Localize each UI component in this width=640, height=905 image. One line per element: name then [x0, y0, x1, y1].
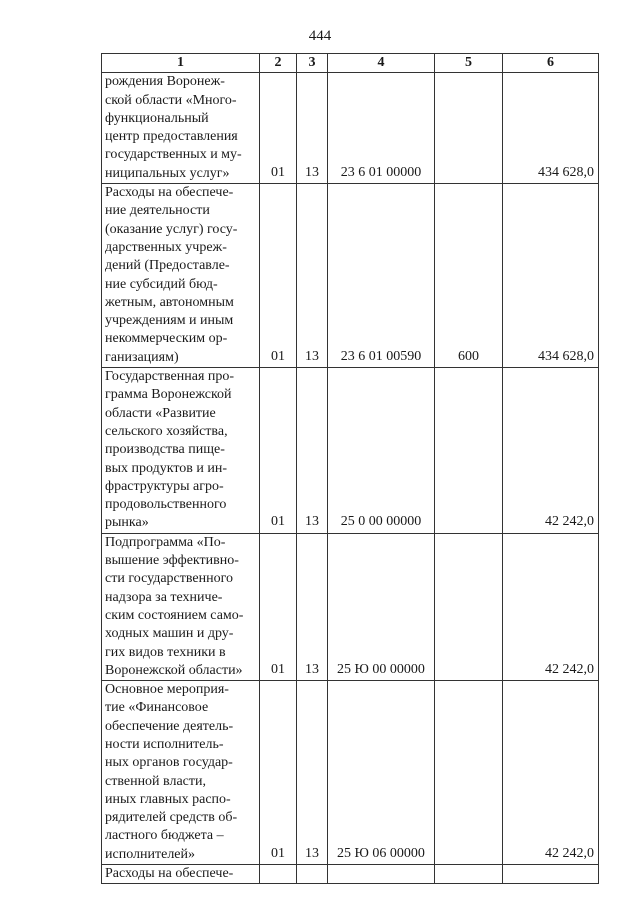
header-row	[102, 54, 599, 73]
description-line: ской области «Много-	[105, 92, 237, 108]
description-line: рождения Воронеж-	[105, 74, 225, 90]
description-line: гих видов техники в	[105, 644, 226, 660]
budget-table	[101, 53, 599, 884]
target-article-code: 25 Ю 00 00000	[328, 533, 435, 680]
section-code	[260, 865, 297, 884]
amount: 42 242,0	[503, 533, 599, 680]
table-row	[102, 865, 599, 884]
description-line: продовольственного	[105, 497, 227, 513]
description-line: сельского хозяйства,	[105, 423, 228, 439]
row-description	[102, 184, 260, 368]
section-code: 01	[260, 73, 297, 184]
description-line: Государственная про-	[105, 369, 235, 385]
column-header-1: 1	[102, 54, 260, 73]
description-line: области «Развитие	[105, 405, 216, 421]
target-article-code: 25 0 00 00000	[328, 368, 435, 534]
row-description	[102, 681, 260, 865]
description-line: производства пище-	[105, 442, 225, 458]
amount: 434 628,0	[503, 73, 599, 184]
description-line: учреждениям и иным	[105, 313, 234, 329]
subsection-code: 13	[297, 368, 328, 534]
description-line: Подпрограмма «По-	[105, 534, 226, 550]
subsection-code: 13	[297, 681, 328, 865]
section-code: 01	[260, 368, 297, 534]
expense-type-code	[435, 865, 503, 884]
description-line: ности исполнитель-	[105, 736, 224, 752]
description-line: обеспечение деятель-	[105, 718, 234, 734]
description-line: надзора за техниче-	[105, 589, 223, 605]
description-line: рынка»	[105, 515, 149, 531]
column-header-5: 5	[435, 54, 503, 73]
description-line: сти государственного	[105, 571, 234, 587]
row-description	[102, 73, 260, 184]
description-line: вых продуктов и ин-	[105, 460, 228, 476]
column-header-2: 2	[260, 54, 297, 73]
description-line: ластного бюджета –	[105, 828, 224, 844]
description-line: иных главных распо-	[105, 791, 231, 807]
description-line: Воронежской области»	[105, 662, 243, 678]
description-line: дений (Предоставле-	[105, 258, 230, 274]
description-line: государственных и му-	[105, 147, 242, 163]
description-line: (оказание услуг) госу-	[105, 221, 238, 237]
section-code: 01	[260, 184, 297, 368]
description-line: ние субсидий бюд-	[105, 276, 218, 292]
row-description	[102, 865, 260, 884]
section-code: 01	[260, 533, 297, 680]
target-article-code	[328, 865, 435, 884]
table-body	[102, 73, 599, 884]
description-line: исполнителей»	[105, 846, 196, 862]
target-article-code: 23 6 01 00590	[328, 184, 435, 368]
description-line: некоммерческим ор-	[105, 331, 228, 347]
description-line: ганизациям)	[105, 349, 179, 365]
description-line: жетным, автономным	[105, 294, 234, 310]
description-line: ственной власти,	[105, 773, 207, 789]
table-row	[102, 533, 599, 680]
description-line: дарственных учреж-	[105, 239, 227, 255]
amount: 434 628,0	[503, 184, 599, 368]
subsection-code: 13	[297, 184, 328, 368]
description-line: вышение эффективно-	[105, 553, 239, 569]
description-line: ние деятельности	[105, 203, 210, 219]
description-line: функциональный	[105, 110, 209, 126]
description-line: ским состоянием само-	[105, 607, 244, 623]
description-line: ных органов государ-	[105, 755, 233, 771]
table-row	[102, 681, 599, 865]
subsection-code	[297, 865, 328, 884]
description-line: ходных машин и дру-	[105, 626, 234, 642]
row-description	[102, 533, 260, 680]
amount: 42 242,0	[503, 368, 599, 534]
expense-type-code: 600	[435, 184, 503, 368]
expense-type-code	[435, 368, 503, 534]
row-description	[102, 368, 260, 534]
description-line: тие «Финансовое	[105, 700, 209, 716]
description-line: фраструктуры агро-	[105, 478, 224, 494]
subsection-code: 13	[297, 533, 328, 680]
amount: 42 242,0	[503, 681, 599, 865]
description-line: Расходы на обеспече-	[105, 866, 234, 882]
description-line: грамма Воронежской	[105, 387, 232, 403]
amount	[503, 865, 599, 884]
expense-type-code	[435, 681, 503, 865]
table-row	[102, 73, 599, 184]
target-article-code: 25 Ю 06 00000	[328, 681, 435, 865]
column-header-4: 4	[328, 54, 435, 73]
target-article-code: 23 6 01 00000	[328, 73, 435, 184]
description-line: рядителей средств об-	[105, 810, 238, 826]
description-line: центр предоставления	[105, 129, 238, 145]
section-code: 01	[260, 681, 297, 865]
table-row	[102, 184, 599, 368]
column-header-6: 6	[503, 54, 599, 73]
description-line: Основное мероприя-	[105, 682, 229, 698]
expense-type-code	[435, 73, 503, 184]
expense-type-code	[435, 533, 503, 680]
description-line: Расходы на обеспече-	[105, 185, 234, 201]
page-number: 444	[308, 28, 332, 44]
subsection-code: 13	[297, 73, 328, 184]
table-row	[102, 368, 599, 534]
column-header-3: 3	[297, 54, 328, 73]
description-line: ниципальных услуг»	[105, 165, 230, 181]
